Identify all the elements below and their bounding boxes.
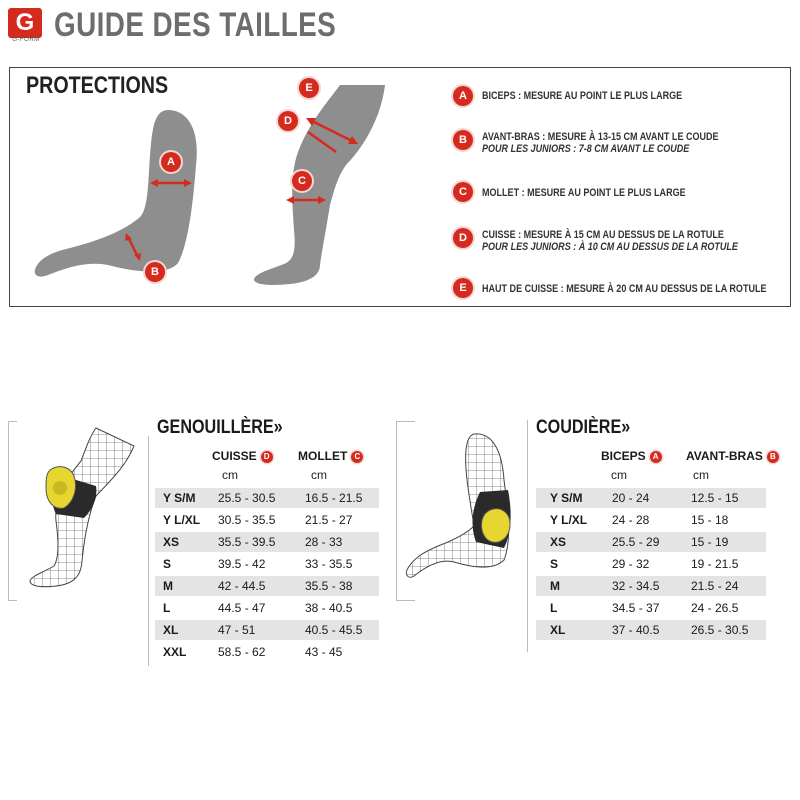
size-cell: XL (550, 623, 566, 637)
elbow-col-biceps (601, 449, 662, 463)
knee-bracket (8, 421, 17, 601)
value-cell: 34.5 - 37 (612, 601, 660, 615)
value-cell: 35.5 - 38 (305, 579, 353, 593)
legend-badge-c: C (453, 182, 473, 202)
logo-letter: G (15, 9, 35, 36)
size-cell: M (163, 579, 173, 593)
value-cell: 25.5 - 30.5 (218, 491, 276, 505)
value-cell: 15 - 19 (691, 535, 729, 549)
table-row (155, 510, 379, 530)
elbow-table-divider (527, 420, 528, 652)
knee-guard-illustration (26, 426, 138, 596)
knee-unit-1: cm (222, 468, 238, 482)
table-row (155, 532, 379, 552)
table-row (155, 620, 379, 640)
g-form-logo (8, 8, 42, 38)
value-cell: 44.5 - 47 (218, 601, 266, 615)
size-cell: Y L/XL (550, 513, 588, 527)
legend-b-text: AVANT-BRAS : MESURE À 13-15 CM AVANT LE COUDE (482, 131, 719, 143)
size-cell: L (550, 601, 558, 615)
table-row (536, 488, 766, 508)
leg-marker-c: C (292, 171, 312, 191)
legend-e-text: HAUT DE CUISSE : MESURE À 20 CM AU DESSUS DE LA ROTULE (482, 283, 767, 295)
elbow-col-biceps-label: BICEPS (601, 449, 646, 463)
table-row (155, 554, 379, 574)
elbow-col-avant-bras (686, 449, 779, 463)
size-cell: Y S/M (550, 491, 583, 505)
knee-col-mollet (298, 449, 363, 463)
knee-col-cuisse (212, 449, 273, 463)
value-cell: 21.5 - 24 (691, 579, 739, 593)
value-cell: 19 - 21.5 (691, 557, 739, 571)
legend-badge-e: E (453, 278, 473, 298)
legend-b-junior: POUR LES JUNIORS : 7-8 CM AVANT LE COUDE (482, 143, 690, 155)
value-cell: 15 - 18 (691, 513, 729, 527)
arm-illustration (28, 105, 208, 295)
table-row (155, 576, 379, 596)
table-row (536, 620, 766, 640)
legend-a-text: BICEPS : MESURE AU POINT LE PLUS LARGE (482, 90, 683, 102)
size-cell: XS (550, 535, 567, 549)
elbow-unit-1: cm (611, 468, 627, 482)
knee-col-cuisse-label: CUISSE (212, 449, 257, 463)
elbow-guard-illustration (404, 430, 524, 590)
value-cell: 47 - 51 (218, 623, 256, 637)
size-cell: S (163, 557, 172, 571)
size-cell: Y L/XL (163, 513, 201, 527)
value-cell: 43 - 45 (305, 645, 343, 659)
value-cell: 29 - 32 (612, 557, 650, 571)
value-cell: 12.5 - 15 (691, 491, 739, 505)
size-cell: Y S/M (163, 491, 196, 505)
arm-marker-a: A (161, 152, 181, 172)
size-cell: XL (163, 623, 179, 637)
knee-unit-2: cm (311, 468, 327, 482)
knee-table-divider (148, 436, 149, 666)
value-cell: 20 - 24 (612, 491, 650, 505)
value-cell: 25.5 - 29 (612, 535, 660, 549)
table-row (536, 532, 766, 552)
table-row (536, 554, 766, 574)
knee-table-title: GENOUILLÈRE» (157, 417, 283, 438)
value-cell: 37 - 40.5 (612, 623, 660, 637)
leg-illustration (250, 80, 400, 295)
size-cell: S (550, 557, 559, 571)
legend-badge-d: D (453, 228, 473, 248)
value-cell: 26.5 - 30.5 (691, 623, 749, 637)
value-cell: 28 - 33 (305, 535, 343, 549)
knee-col-mollet-label: MOLLET (298, 449, 348, 463)
value-cell: 40.5 - 45.5 (305, 623, 363, 637)
legend-c-text: MOLLET : MESURE AU POINT LE PLUS LARGE (482, 187, 686, 199)
elbow-table-title: COUDIÈRE» (536, 417, 631, 438)
value-cell: 24 - 28 (612, 513, 650, 527)
value-cell: 35.5 - 39.5 (218, 535, 276, 549)
legend-badge-b: B (453, 130, 473, 150)
table-row (155, 642, 379, 662)
table-row (155, 488, 379, 508)
arm-silhouette (35, 110, 197, 277)
elbow-col-avant-bras-label: AVANT-BRAS (686, 449, 763, 463)
value-cell: 38 - 40.5 (305, 601, 353, 615)
elbow-col-biceps-badge: A (650, 451, 662, 463)
value-cell: 42 - 44.5 (218, 579, 266, 593)
elbow-pad-yellow (481, 509, 510, 543)
arm-marker-b: B (145, 262, 165, 282)
value-cell: 33 - 35.5 (305, 557, 353, 571)
size-cell: XS (163, 535, 180, 549)
value-cell: 16.5 - 21.5 (305, 491, 363, 505)
size-cell: M (550, 579, 560, 593)
leg-marker-d: D (278, 111, 298, 131)
leg-marker-e: E (299, 78, 319, 98)
protections-title: PROTECTIONS (26, 72, 169, 99)
knee-col-mollet-badge: C (351, 451, 363, 463)
knee-col-cuisse-badge: D (261, 451, 273, 463)
legend-d-text: CUISSE : MESURE À 15 CM AU DESSUS DE LA ROTULE (482, 229, 724, 241)
legend-badge-a: A (453, 86, 473, 106)
leg-silhouette (254, 85, 385, 285)
table-row (536, 598, 766, 618)
size-cell: XXL (163, 645, 187, 659)
table-row (536, 576, 766, 596)
logo-text: G-FORM (12, 37, 40, 43)
elbow-unit-2: cm (693, 468, 709, 482)
elbow-col-avant-bras-badge: B (767, 451, 779, 463)
value-cell: 30.5 - 35.5 (218, 513, 276, 527)
page-title: GUIDE DES TAILLES (54, 6, 337, 44)
value-cell: 32 - 34.5 (612, 579, 660, 593)
table-row (155, 598, 379, 618)
table-row (536, 510, 766, 530)
value-cell: 39.5 - 42 (218, 557, 266, 571)
value-cell: 21.5 - 27 (305, 513, 353, 527)
size-cell: L (163, 601, 171, 615)
legend-d-junior: POUR LES JUNIORS : À 10 CM AU DESSUS DE LA ROTULE (482, 241, 738, 253)
value-cell: 58.5 - 62 (218, 645, 266, 659)
value-cell: 24 - 26.5 (691, 601, 739, 615)
